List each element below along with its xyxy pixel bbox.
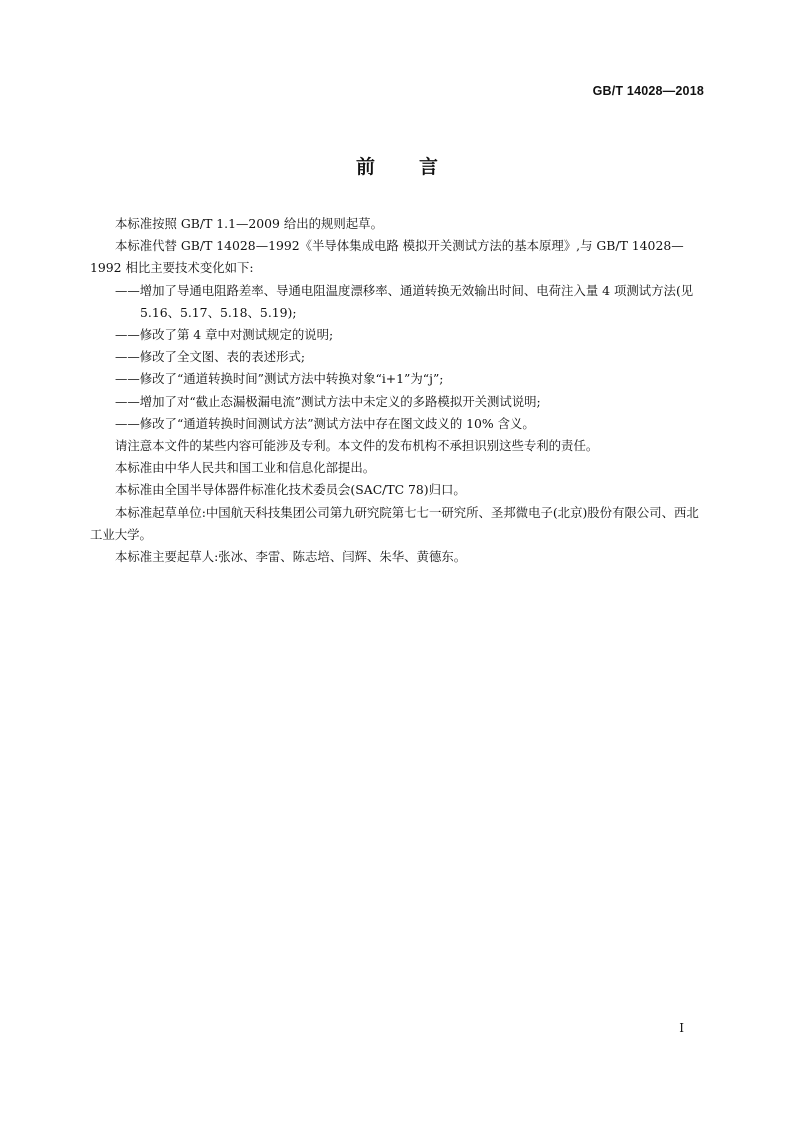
page-title: 前言 [355,156,482,178]
change-item: ——增加了导通电阻路差率、导通电阻温度漂移率、通道转换无效输出时间、电荷注入量 4 项测试方法(见 5.16、5.17、5.18、5.19); [115,282,694,320]
page-number: I [679,1021,684,1035]
change-item: ——增加了对“截止态漏极漏电流”测试方法中未定义的多路模拟开关测试说明; [115,393,541,409]
paragraph-patent-notice: 请注意本文件的某些内容可能涉及专利。本文件的发布机构不承担识别这些专利的责任。 [115,438,599,454]
standard-code: GB/T 14028—2018 [592,84,704,98]
paragraph-proposer: 本标准由中华人民共和国工业和信息化部提出。 [115,460,376,476]
paragraph-replacement: 本标准代替 GB/T 14028—1992《半导体集成电路 模拟开关测试方法的基本原理》,与 GB/T 14028—1992 相比主要技术变化如下: [90,238,684,276]
change-item: ——修改了“通道转换时间测试方法”测试方法中存在图文歧义的 10% 含义。 [115,415,535,431]
paragraph-committee: 本标准由全国半导体器件标准化技术委员会(SAC/TC 78)归口。 [115,482,466,498]
foreword-body [90,213,706,568]
change-item: ——修改了“通道转换时间”测试方法中转换对象“i+1”为“j”; [115,371,444,387]
change-item: ——修改了全文图、表的表述形式; [115,349,306,365]
paragraph-drafting-units: 本标准起草单位:中国航天科技集团公司第九研究院第七七一研究所、圣邦微电子(北京)股份有限公司、西北工业大学。 [90,504,699,542]
change-list [90,280,706,435]
paragraph-drafters: 本标准主要起草人:张冰、李雷、陈志培、闫辉、朱华、黄德东。 [115,549,467,565]
change-item: ——修改了第 4 章中对测试规定的说明; [115,327,334,343]
paragraph-drafting-rules: 本标准按照 GB/T 1.1—2009 给出的规则起草。 [115,216,383,231]
